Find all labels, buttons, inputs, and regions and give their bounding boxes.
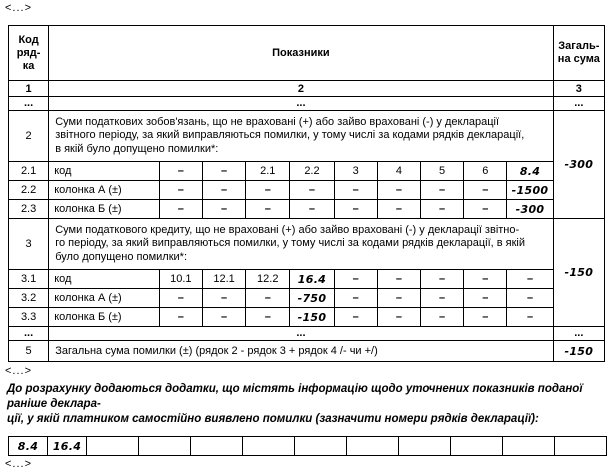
value-cell: – bbox=[334, 308, 377, 327]
dots-cell: ... bbox=[9, 327, 49, 341]
note-line: До розрахунку додаються додатки, що містять інформацію щодо уточнених показників поданої раніше деклара- bbox=[7, 383, 583, 410]
appendix-cell: 16.4 bbox=[48, 437, 87, 456]
row-code-cell: 2.3 bbox=[9, 200, 49, 219]
row-code-cell: 3.1 bbox=[9, 270, 49, 289]
value-cell: 12.1 bbox=[202, 270, 245, 289]
column-number-2: 2 bbox=[49, 81, 553, 97]
value-cell: 6 bbox=[464, 162, 507, 181]
row-3 bbox=[9, 219, 605, 270]
value-cell: – bbox=[507, 270, 553, 289]
value-cell: – bbox=[464, 181, 507, 200]
value-cell: – bbox=[246, 289, 290, 308]
ellipsis-row bbox=[9, 327, 605, 341]
value-cell: – bbox=[159, 289, 202, 308]
value-cell: – bbox=[507, 308, 553, 327]
row-code-cell: 2.2 bbox=[9, 181, 49, 200]
value-cell: -300 bbox=[507, 200, 553, 219]
value-cell: 4 bbox=[377, 162, 420, 181]
value-cell: – bbox=[159, 308, 202, 327]
row-3-2 bbox=[9, 289, 605, 308]
note-line: ції, у якій платником самостійно виявлено помилки (зазначити номери рядків декларації): bbox=[7, 413, 539, 425]
header-total-line: Загаль- bbox=[558, 40, 600, 52]
row-code-cell: 3.3 bbox=[9, 308, 49, 327]
description-line: го періоду, за який виправляються помилки, у тому числі за кодами рядків декларації, в якій bbox=[55, 237, 526, 250]
row-label-cell: колонка А (±) bbox=[49, 289, 160, 308]
correction-table bbox=[8, 25, 605, 362]
row-5-total-value: -150 bbox=[553, 341, 604, 362]
row-2-3 bbox=[9, 200, 605, 219]
value-cell: – bbox=[246, 181, 290, 200]
appendix-row bbox=[9, 437, 607, 456]
value-cell: – bbox=[507, 289, 553, 308]
description-line: було допущено помилки*: bbox=[55, 250, 187, 263]
appendix-cell bbox=[399, 437, 451, 456]
value-cell: – bbox=[202, 289, 245, 308]
value-cell: – bbox=[420, 200, 463, 219]
value-cell: – bbox=[202, 200, 245, 219]
row-code-cell: 3 bbox=[9, 219, 49, 270]
row-3-description bbox=[49, 219, 553, 270]
value-cell: -1500 bbox=[507, 181, 553, 200]
row-code-cell: 5 bbox=[9, 341, 49, 362]
appendix-note bbox=[7, 382, 613, 427]
value-cell: 5 bbox=[420, 162, 463, 181]
dots-cell: ... bbox=[49, 327, 553, 341]
header-indicators: Показники bbox=[49, 26, 553, 81]
value-cell: – bbox=[377, 181, 420, 200]
dots-cell: ... bbox=[553, 97, 604, 111]
value-cell: – bbox=[377, 289, 420, 308]
value-cell: -150 bbox=[290, 308, 334, 327]
description-line: Суми податкового кредиту, що не враховані (+) або зайво враховані (-) у декларації звітно- bbox=[55, 223, 520, 236]
row-code-cell: 2 bbox=[9, 111, 49, 162]
dots-cell: ... bbox=[49, 97, 553, 111]
row-2-1 bbox=[9, 162, 605, 181]
value-cell: – bbox=[290, 181, 334, 200]
row-code-cell: 3.2 bbox=[9, 289, 49, 308]
value-cell: 8.4 bbox=[507, 162, 553, 181]
value-cell: – bbox=[420, 181, 463, 200]
row-2 bbox=[9, 111, 605, 162]
value-cell: – bbox=[246, 200, 290, 219]
value-cell: – bbox=[159, 162, 202, 181]
column-number-row bbox=[9, 81, 605, 97]
value-cell: – bbox=[159, 200, 202, 219]
row-code-cell: 2.1 bbox=[9, 162, 49, 181]
row-label-cell: колонка А (±) bbox=[49, 181, 160, 200]
ellipsis-row bbox=[9, 97, 605, 111]
value-cell: – bbox=[334, 270, 377, 289]
header-code-line: Код bbox=[18, 33, 39, 46]
appendix-cell bbox=[139, 437, 191, 456]
value-cell: -750 bbox=[290, 289, 334, 308]
value-cell: – bbox=[377, 308, 420, 327]
value-cell: – bbox=[464, 200, 507, 219]
appendix-cell: 8.4 bbox=[9, 437, 48, 456]
appendix-cell bbox=[555, 437, 607, 456]
value-cell: 10.1 bbox=[159, 270, 202, 289]
row-3-3 bbox=[9, 308, 605, 327]
value-cell: – bbox=[377, 270, 420, 289]
appendix-cell bbox=[243, 437, 295, 456]
dots-cell: ... bbox=[553, 327, 604, 341]
value-cell: 3 bbox=[334, 162, 377, 181]
value-cell: – bbox=[334, 200, 377, 219]
truncation-marker-bottom: <...> bbox=[5, 458, 33, 470]
description-line: Суми податкових зобов'язань, що не враховані (+) або зайво враховані (-) у декларації bbox=[55, 115, 500, 128]
description-line: в якій було допущено помилки*: bbox=[55, 142, 219, 155]
value-cell: – bbox=[334, 289, 377, 308]
row-2-description bbox=[49, 111, 553, 162]
appendix-cell bbox=[347, 437, 399, 456]
header-code-column bbox=[9, 26, 49, 81]
appendix-cell bbox=[503, 437, 555, 456]
value-cell: – bbox=[290, 200, 334, 219]
row-5 bbox=[9, 341, 605, 362]
row-2-2 bbox=[9, 181, 605, 200]
row-label-cell: колонка Б (±) bbox=[49, 200, 160, 219]
column-number-1: 1 bbox=[9, 81, 49, 97]
row-2-total-value: -300 bbox=[553, 111, 604, 219]
value-cell: – bbox=[159, 181, 202, 200]
header-total-column bbox=[553, 26, 604, 81]
value-cell: 12.2 bbox=[246, 270, 290, 289]
row-label-cell: колонка Б (±) bbox=[49, 308, 160, 327]
row-3-1 bbox=[9, 270, 605, 289]
truncation-marker-top: <...> bbox=[5, 2, 33, 14]
value-cell: – bbox=[464, 270, 507, 289]
appendix-rows-table bbox=[8, 436, 607, 456]
appendix-cell bbox=[191, 437, 243, 456]
appendix-cell bbox=[451, 437, 503, 456]
value-cell: – bbox=[202, 181, 245, 200]
dots-cell: ... bbox=[9, 97, 49, 111]
header-row bbox=[9, 26, 605, 81]
value-cell: – bbox=[202, 162, 245, 181]
value-cell: 2.2 bbox=[290, 162, 334, 181]
value-cell: – bbox=[202, 308, 245, 327]
row-label-cell: код bbox=[49, 162, 160, 181]
value-cell: – bbox=[420, 289, 463, 308]
row-5-label: Загальна сума помилки (±) (рядок 2 - рядок 3 + рядок 4 /- чи +/) bbox=[49, 341, 553, 362]
header-total-line: на сума bbox=[557, 53, 600, 65]
truncation-marker-middle: <...> bbox=[5, 365, 33, 377]
value-cell: – bbox=[420, 308, 463, 327]
appendix-cell bbox=[87, 437, 139, 456]
row-3-total-value: -150 bbox=[553, 219, 604, 327]
value-cell: – bbox=[334, 181, 377, 200]
value-cell: – bbox=[246, 308, 290, 327]
description-line: звітного періоду, за який виправляються помилки, у тому числі за кодами рядків декларації, bbox=[55, 129, 525, 142]
appendix-cell bbox=[295, 437, 347, 456]
column-number-3: 3 bbox=[553, 81, 604, 97]
value-cell: 16.4 bbox=[290, 270, 334, 289]
value-cell: – bbox=[464, 308, 507, 327]
value-cell: – bbox=[420, 270, 463, 289]
value-cell: 2.1 bbox=[246, 162, 290, 181]
value-cell: – bbox=[377, 200, 420, 219]
header-code-line: ряд- bbox=[16, 46, 41, 59]
row-label-cell: код bbox=[49, 270, 160, 289]
header-code-line: ка bbox=[22, 59, 35, 72]
value-cell: – bbox=[464, 289, 507, 308]
